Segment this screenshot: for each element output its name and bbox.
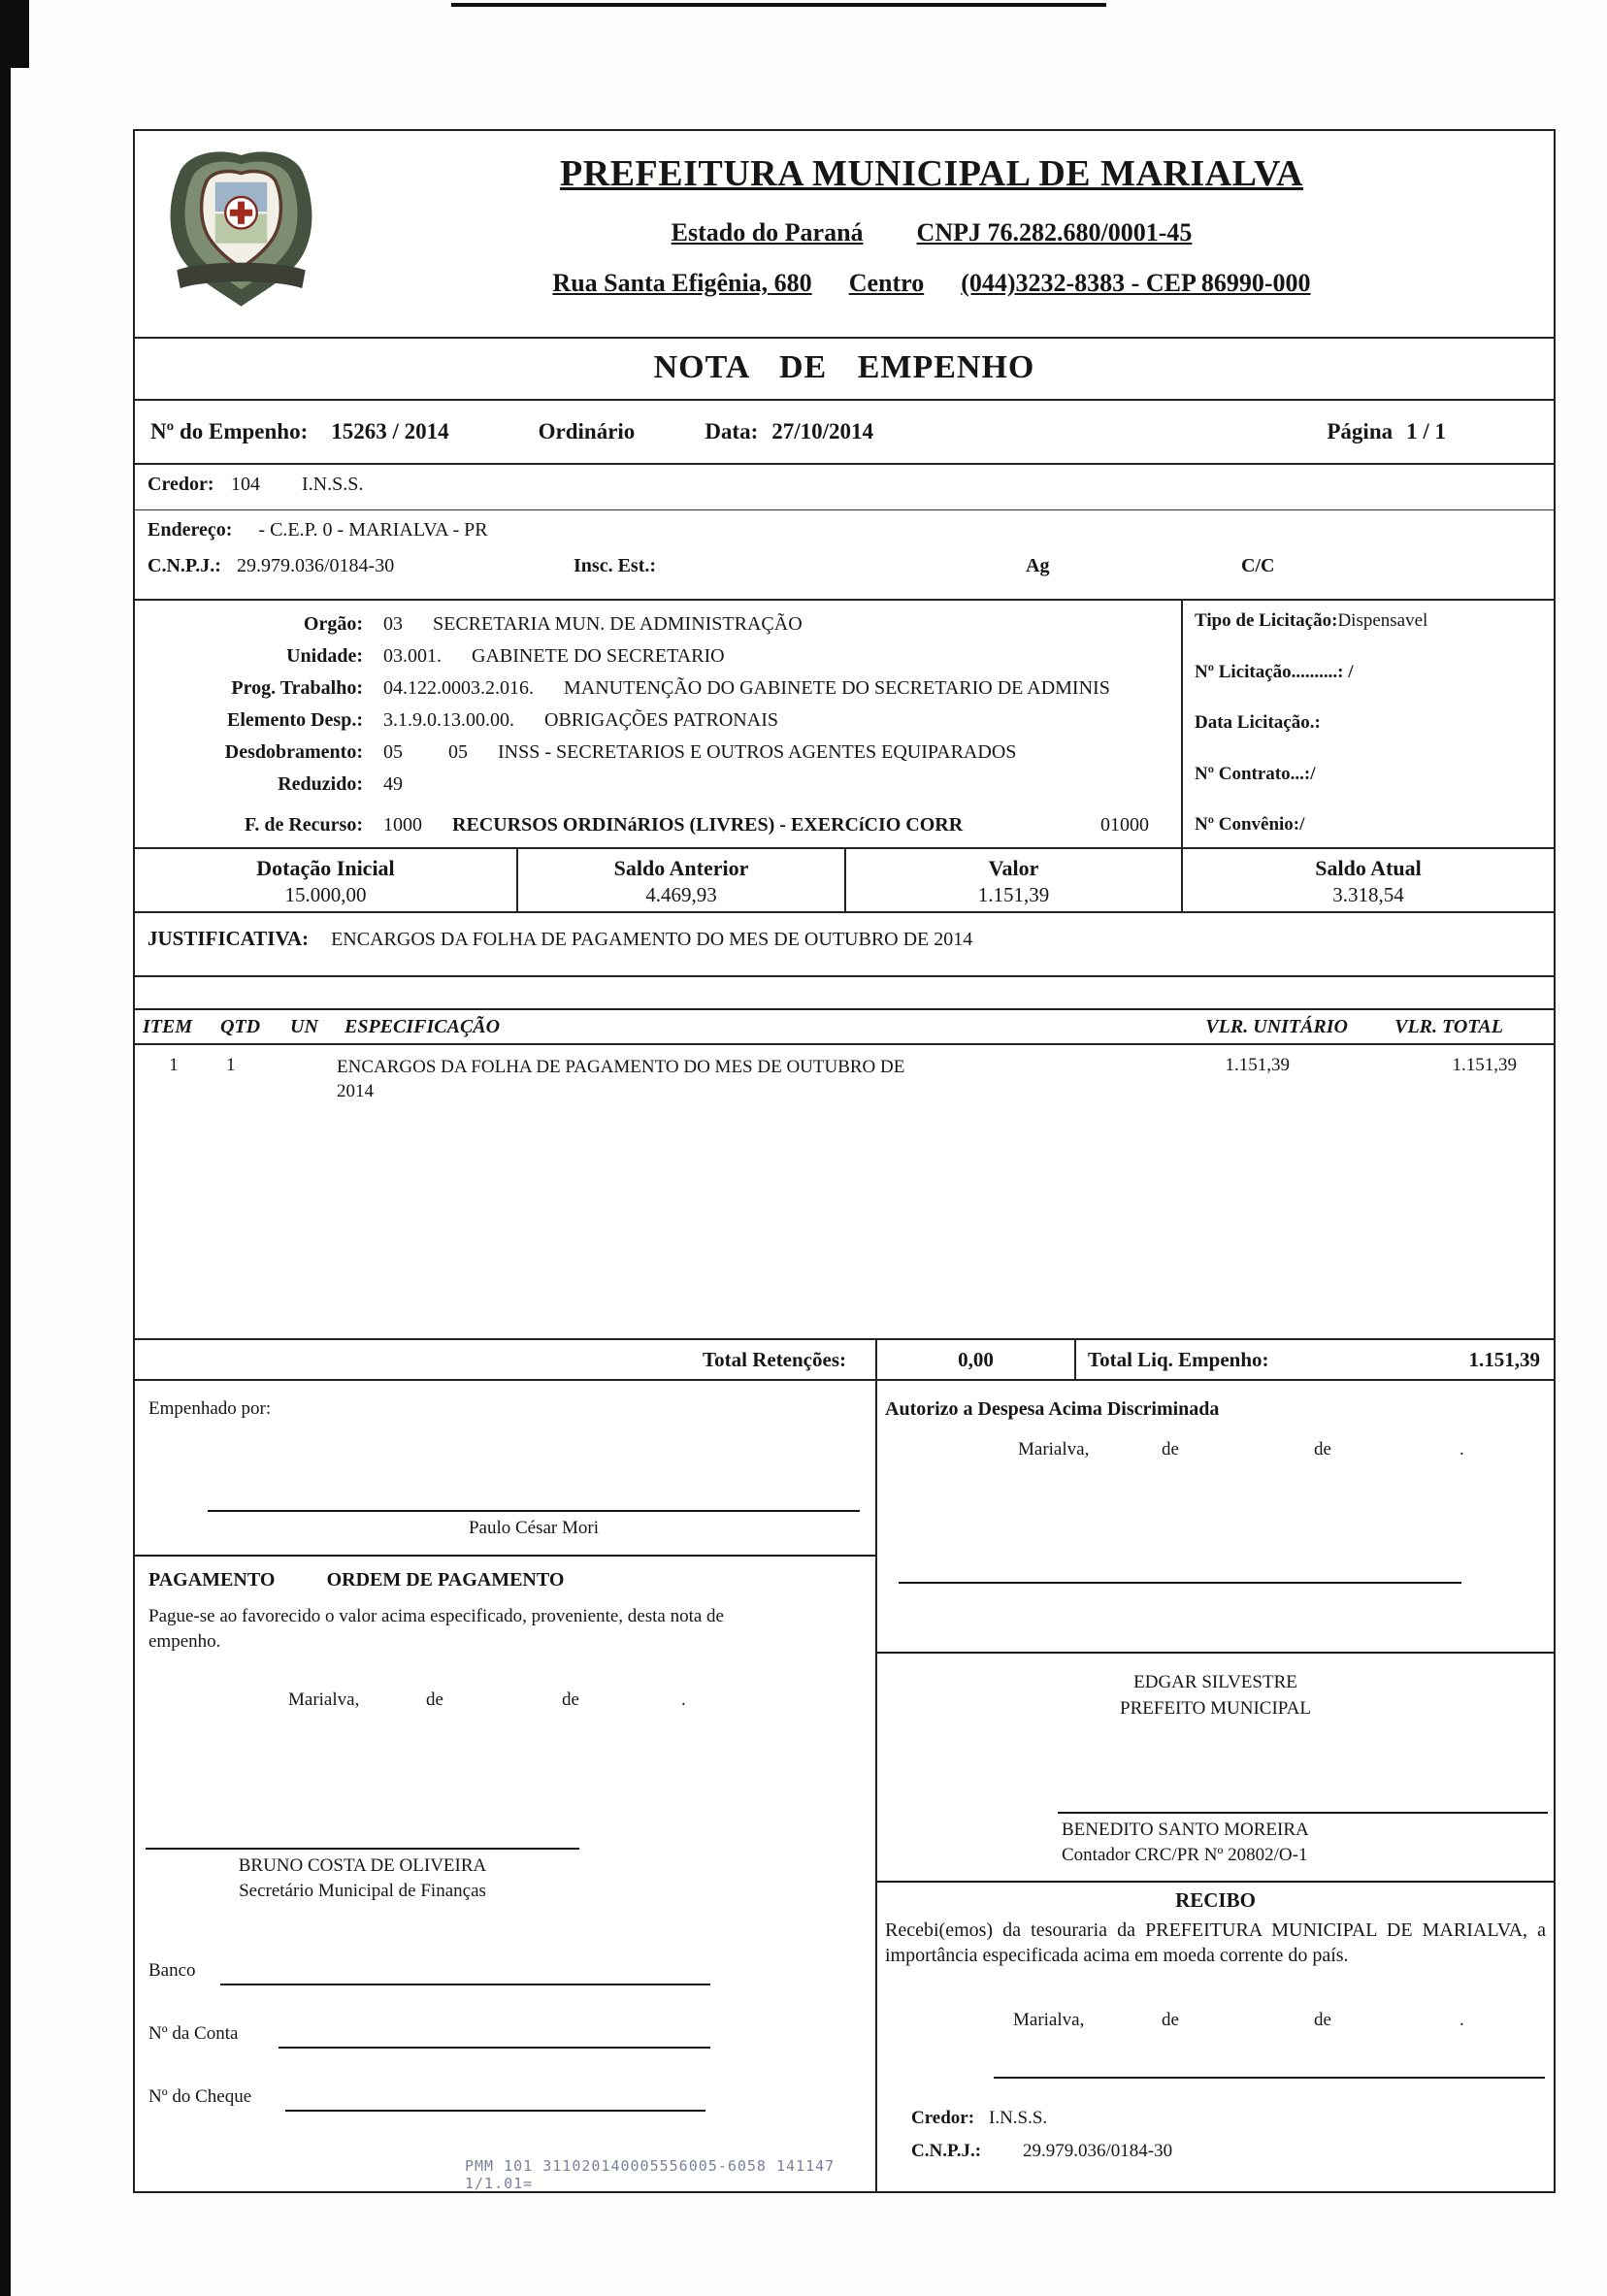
unidade-label: Unidade: [286,645,363,667]
items-header-vlr-total: VLR. TOTAL [1394,1015,1503,1037]
saldo-atual-label: Saldo Atual [1315,856,1422,880]
de-label: de [1162,1439,1179,1460]
contador-name: BENEDITO SANTO MOREIRA [1062,1820,1309,1840]
de-label: de [562,1689,579,1710]
item-description: ENCARGOS DA FOLHA DE PAGAMENTO DO MES DE OUTUBRO DE 2014 [337,1057,905,1101]
orgao-label: Orgão: [303,613,363,635]
de-label: de [1314,1439,1331,1460]
desdobramento-description: INSS - SECRETARIOS E OUTROS AGENTES EQUIPARADOS [498,741,1017,763]
phone-cep: (044)3232-8383 - CEP 86990-000 [961,269,1311,297]
de-label: de [1314,2010,1331,2030]
retencoes-label: Total Retenções: [703,1348,846,1371]
address-value: - C.E.P. 0 - MARIALVA - PR [258,519,488,541]
empenho-number: 15263 / 2014 [331,419,449,443]
signature-line-contador [1058,1812,1548,1814]
item-unit-value: 1.151,39 [1225,1055,1290,1075]
address-line [339,269,1525,298]
saldo-atual-cell [1181,849,1554,911]
unidade-row [135,640,1181,672]
signature-line-recibo [994,2077,1545,2079]
orgao-description: SECRETARIA MUN. DE ADMINISTRAÇÃO [433,613,803,635]
fonte-recurso-row [135,809,1181,841]
dotacao-cell [135,849,516,911]
valor-value: 1.151,39 [977,883,1050,906]
prefeito-title: PREFEITO MUNICIPAL [1120,1698,1311,1719]
empenho-info-row [135,401,1554,465]
authorization-column [875,1381,1554,2193]
recibo-text: Recebi(emos) da tesouraria da PREFEITURA MUNICIPAL DE MARIALVA, a importância especificada acima em moeda corrente do país. [885,1919,1546,1966]
elemento-row [135,705,1181,737]
period-mark: . [1459,1439,1464,1460]
convenio-numero: Nº Convênio:/ [1195,814,1305,835]
contrato-numero: Nº Contrato...:/ [1195,763,1316,784]
signature-line-autorizo [899,1582,1461,1584]
elemento-description: OBRIGAÇÕES PATRONAIS [544,709,778,731]
creditor-name: I.N.S.S. [302,474,364,495]
items-header-vlr-unitario: VLR. UNITÁRIO [1205,1015,1348,1037]
page-value: 1 / 1 [1406,419,1446,443]
programa-code: 04.122.0003.2.016. [383,677,534,699]
dotacao-label: Dotação Inicial [256,856,395,880]
scan-top-line-artifact [451,3,1106,7]
scan-edge-artifact [0,0,11,2296]
agency-label: Ag [1026,555,1050,576]
recibo-cnpj-value: 29.979.036/0184-30 [1023,2141,1173,2161]
scan-corner-artifact [0,0,29,68]
licitacao-tipo-value: Dispensavel [1337,610,1428,631]
secretario-title: Secretário Municipal de Finanças [239,1881,486,1901]
values-table [135,849,1554,913]
desdobramento-code-1: 05 [383,741,403,763]
valor-cell [844,849,1181,911]
recibo-divider [877,1881,1554,1883]
programa-row [135,672,1181,705]
crest-icon [156,148,326,315]
items-header-un: UN [290,1015,318,1037]
empenho-type: Ordinário [538,419,636,443]
totals-row [135,1338,1554,1381]
cheque-label: Nº do Cheque [148,2086,252,2107]
banco-fill-line [220,1984,710,1985]
period-mark: . [1459,2010,1464,2030]
de-label: de [1162,2010,1179,2030]
programa-label: Prog. Trabalho: [231,677,363,699]
city-label: Marialva, [288,1689,360,1710]
city-label: Marialva, [1013,2010,1085,2030]
pagamento-label: PAGAMENTO [148,1569,276,1591]
municipality-crest-logo [156,148,326,315]
empenhado-signer-name: Paulo César Mori [468,1518,600,1538]
page-label: Página [1327,419,1394,443]
cheque-fill-line [285,2110,705,2112]
de-label: de [426,1689,443,1710]
account-label: C/C [1241,555,1275,576]
date-line-autorizo [877,1439,1554,1464]
item-unit [282,1055,337,1103]
justification-row [135,913,1554,977]
page-indicator [1327,419,1446,444]
elemento-label: Elemento Desp.: [227,709,363,731]
empenho-date [705,419,873,444]
date-value: 27/10/2014 [771,419,874,443]
document-header [135,131,1554,339]
items-header-especificacao: ESPECIFICAÇÃO [344,1015,501,1037]
recibo-cnpj-label: C.N.P.J.: [911,2141,982,2161]
fonte-recurso-label: F. de Recurso: [244,814,363,836]
desdobramento-label: Desdobramento: [224,741,363,763]
document-title: NOTA DE EMPENHO [653,349,1035,385]
cnpj-number: CNPJ 76.282.680/0001-45 [916,218,1193,246]
retencoes-value: 0,00 [875,1340,1074,1379]
programa-description: MANUTENÇÃO DO GABINETE DO SECRETARIO DE ADMINIS [564,677,1110,699]
ordem-pagamento-label: ORDEM DE PAGAMENTO [326,1569,565,1591]
state-cnpj-line [339,218,1525,247]
licitacao-column [1181,601,1554,847]
liquido-label: Total Liq. Empenho: [1088,1348,1269,1371]
empenho-number-label: Nº do Empenho: [150,419,309,443]
signatures-section [135,1381,1554,2193]
contador-title: Contador CRC/PR Nº 20802/O-1 [1062,1845,1308,1865]
header-text-block [339,131,1525,337]
empenhado-por-label: Empenhado por: [148,1398,272,1419]
banco-label: Banco [148,1960,196,1981]
creditor-section [135,465,1554,601]
creditor-address-row [148,519,488,541]
orgao-code: 03 [383,613,403,635]
liquido-cell [1074,1340,1554,1379]
reduzido-row [135,769,1181,801]
licitacao-numero: Nº Licitação..........: / [1195,661,1354,682]
items-header-item: ITEM [143,1015,193,1037]
item-number: 1 [169,1055,179,1075]
state-label: Estado do Paraná [671,218,864,246]
liquido-value: 1.151,39 [1468,1348,1540,1371]
saldo-anterior-value: 4.469,93 [645,883,717,906]
item-quantity: 1 [226,1055,236,1075]
prefeito-divider [877,1652,1554,1654]
secretario-name: BRUNO COSTA DE OLIVEIRA [238,1855,487,1876]
item-total-value: 1.151,39 [1452,1055,1517,1075]
creditor-code: 104 [231,474,260,495]
pague-se-text: Pague-se ao favorecido o valor acima especificado, proveniente, desta nota de empenho. [148,1606,724,1652]
street-address: Rua Santa Efigênia, 680 [552,269,812,297]
budget-left-column [135,601,1181,847]
licitacao-tipo-label: Tipo de Licitação: [1195,610,1338,631]
creditor-divider [135,509,1554,510]
dot-matrix-code: PMM 101 311020140005556005-6058 141147 1/1.01= [465,2157,836,2192]
licitacao-data: Data Licitação.: [1195,712,1321,733]
recibo-credor-name: I.N.S.S. [989,2108,1048,2128]
nota-de-empenho-document [133,129,1556,2193]
unidade-description: GABINETE DO SECRETARIO [472,645,725,667]
saldo-anterior-cell [516,849,844,911]
desdobramento-code-2: 05 [448,741,468,763]
unidade-code: 03.001. [383,645,442,667]
district-label: Centro [848,269,925,297]
conta-fill-line [279,2047,710,2049]
orgao-row [135,608,1181,640]
spacer [135,977,1554,1008]
creditor-row [135,474,1554,509]
recibo-credor-label: Credor: [911,2108,975,2128]
autorizo-label: Autorizo a Despesa Acima Discriminada [885,1398,1220,1420]
saldo-atual-value: 3.318,54 [1332,883,1404,906]
items-table-body [135,1045,1554,1338]
conta-label: Nº da Conta [148,2023,239,2044]
payment-divider [135,1555,875,1557]
recibo-label: RECIBO [1175,1888,1256,1912]
desdobramento-row [135,737,1181,769]
period-mark: . [681,1689,686,1710]
licitacao-tipo-row [1195,610,1548,632]
state-registration-label: Insc. Est.: [574,555,657,576]
dotacao-value: 15.000,00 [284,883,367,906]
justification-label: JUSTIFICATIVA: [148,927,310,950]
date-label: Data: [705,419,759,443]
municipality-title: PREFEITURA MUNICIPAL DE MARIALVA [560,153,1303,194]
payment-column [135,1381,875,2193]
valor-label: Valor [988,856,1039,880]
items-table-header [135,1008,1554,1045]
signature-line-secretario [146,1848,579,1850]
cnpj-label: C.N.P.J.: [148,555,221,576]
date-line-recibo [877,2010,1554,2035]
city-label: Marialva, [1018,1439,1090,1460]
elemento-code: 3.1.9.0.13.00.00. [383,709,514,731]
saldo-anterior-label: Saldo Anterior [613,856,749,880]
reduzido-label: Reduzido: [278,773,363,795]
document-title-bar [135,339,1554,401]
fonte-recurso-description: RECURSOS ORDINáRIOS (LIVRES) - EXERCíCIO CORR [452,814,964,836]
address-label: Endereço: [148,519,233,541]
fonte-recurso-code: 1000 [383,814,422,836]
date-line-pagamento [135,1689,875,1715]
justification-text: ENCARGOS DA FOLHA DE PAGAMENTO DO MES DE OUTUBRO DE 2014 [331,929,973,950]
prefeito-name: EDGAR SILVESTRE [1133,1672,1297,1692]
budget-section [135,601,1554,849]
items-header-qtd: QTD [220,1015,261,1037]
fonte-recurso-code-2: 01000 [1100,814,1149,836]
cnpj-value: 29.979.036/0184-30 [237,555,395,576]
signature-line-empenhado [208,1510,860,1512]
reduzido-code: 49 [383,773,403,795]
creditor-label: Credor: [148,474,214,495]
